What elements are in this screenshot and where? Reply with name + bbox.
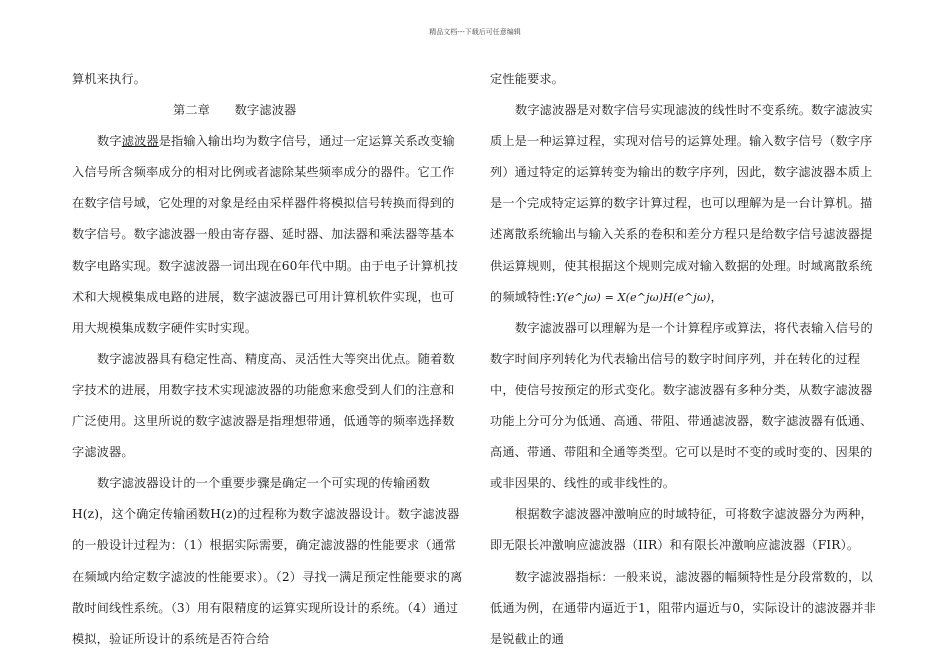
continuation-line: 算机来执行。 (72, 72, 147, 86)
paragraph-specifications: 数字滤波器指标：一般来说，滤波器的幅频特性是分段常数的，以低通为例，在通带内逼近于1，阻带内逼近与0，实际设计的滤波器并非是锐截止的通 (490, 569, 876, 646)
page-header: 精品文档---下载后可任意编辑 (429, 28, 521, 36)
paragraph-definition (72, 126, 464, 344)
filter-link[interactable]: 滤波器 (121, 134, 159, 149)
left-column (72, 64, 464, 655)
paragraph-iir-fir: 根据数字滤波器冲激响应的时域特征，可将数字滤波器分为两种，即无限长冲激响应滤波器（IIR）和有限长冲激响应滤波器（FIR）。 (490, 507, 873, 553)
paragraph-design-process: 数字滤波器设计的一个重要步骤是确定一个可实现的传输函数H(z)，这个确定传输函数H(z)的过程称为数字滤波器设计。数字滤波器的一般设计过程为：（1）根据实际需要，确定滤波器的性能要求（通常在频域内给定数字滤波的性能要求）。（2）寻找一满足预定性能要求的离散时间线性系统。（3）用有限精度的运算实现所设计的系统。（4）通过模拟，验证所设计的系统是否符合给 (72, 476, 463, 646)
paragraph-body: 数字滤波器是对数字信号实现滤波的线性时不变系统。数字滤波实质上是一种运算过程，实现对信号的运算处理。输入数字信号（数字序列）通过特定的运算转变为输出的数字序列，因此，数字滤波器本质上是一个完成特定运算的数字计算过程，也可以理解为是一台计算机。描述离散系统输出与输入关系的卷积和差分方程只是给数字信号滤波器提供运算规则，使其根据这个规则完成对输入数据的处理。时域离散系统的频域特性: (490, 103, 873, 304)
frequency-response-formula: Y(e^jω) = X(e^jω)H(e^jω) (555, 290, 711, 304)
paragraph-prefix: 数字 (97, 134, 122, 149)
continuation-line: 定性能要求。 (490, 72, 565, 86)
chapter-title: 第二章 数字滤波器 (173, 103, 297, 118)
paragraph-lti-system (490, 95, 878, 313)
formula-punctuation: ， (710, 289, 723, 304)
paragraph-advantages: 数字滤波器具有稳定性高、精度高、灵活性大等突出优点。随着数字技术的进展，用数字技术实现滤波器的功能愈来愈受到人们的注意和广泛使用。这里所说的数字滤波器是指理想带通，低通等的频率选择数字滤波器。 (72, 351, 455, 460)
paragraph-body: 是指输入输出均为数字信号，通过一定运算关系改变输入信号所含频率成分的相对比例或者滤除某些频率成分的器件。它工作在数字信号域，它处理的对象是经由采样器件将模拟信号转换而得到的数字信号。数字滤波器一般由寄存器、延时器、加法器和乘法器等基本数字电路实现。数字滤波器一词出现在60年代中期。由于电子计算机技术和大规模集成电路的进展，数字滤波器已可用计算机软件实现，也可用大规模集成数字硬件实时实现。 (72, 134, 458, 335)
right-column (490, 64, 878, 655)
paragraph-algorithm: 数字滤波器可以理解为是一个计算程序或算法，将代表输入信号的数字时间序列转化为代表输出信号的数字时间序列，并在转化的过程中，使信号按预定的形式变化。数字滤波器有多种分类，从数字滤波器功能上分可分为低通、高通、带阻、带通滤波器，数字滤波器有低通、高通、带通、带阻和全通等类型。它可以是时不变的或时变的、因果的或非因果的、线性的或非线性的。 (490, 320, 873, 491)
